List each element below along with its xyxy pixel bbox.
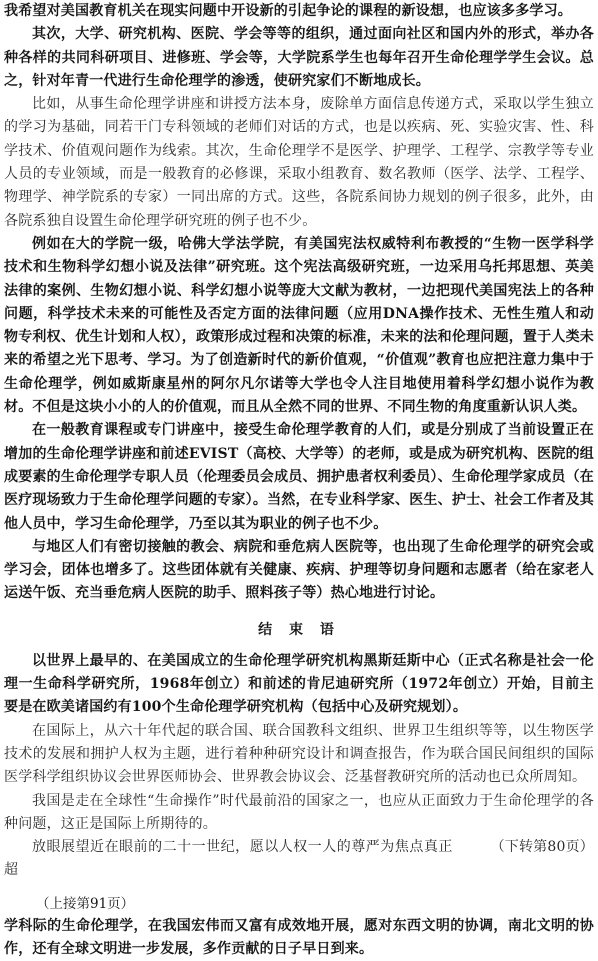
paragraph-general-education: 在一般教育课程或专门讲座中，接受生命伦理学教育的人们，或是分别成了当前设置正在增加的生命伦理学讲座和前述EVIST（高校、大学等）的老师，或是成为研究机构、医院的组成要素的生命伦理学专职人员（伦理委员会成员、拥护患者权利委员）、生命伦理学家成员（在医疗现场致力于生命伦理学问题的专家）。当然，在专业科学家、医生、护士、社会工作者及其他人员中，学习生命伦理学，乃至以其为职业的例子也不少。 bbox=[4, 422, 594, 532]
paragraph-outlook bbox=[4, 836, 594, 883]
paragraph-research-institutes: 以世界上最早的、在美国成立的生命伦理学研究机构黑斯廷斯中心（正式名称是社会一伦理一生命科学研究所，1968年创立）和前述的肯尼迪研究所（1972年创立）开始，目前主要是在欧美诸国约有100个生命伦理学研究机构（包括中心及研究规划）。 bbox=[4, 652, 594, 716]
paragraph-organizations: 其次，大学、研究机构、医院、学会等等的组织，通过面向社区和国内外的形式，举办各种各样的共同科研项目、进修班、学会等，大学院系学生也每年召开生命伦理学学生会议。总之，针对年青一代进行生命伦理学的渗透，使研究家们不断地成长。 bbox=[4, 26, 594, 89]
paragraph-continuation: 学科际的生命伦理学，在我国宏伟而又富有成效地开展，愿对东西文明的协调，南北文明的协作，还有全球文明进一步发展，多作贡献的日子早日到来。 bbox=[4, 917, 594, 957]
paragraph-our-country: 我国是走在全球性“生命操作”时代最前沿的国家之一，也应从正面致力于生命伦理学的各种问题，这正是国际上所期待的。 bbox=[4, 792, 594, 832]
paragraph-community-groups: 与地区人们有密切接触的教会、病院和垂危病人医院等，也出现了生命伦理学的研究会或学习会，团体也增多了。这些团体就有关健康、疾病、护理等切身问题和志愿者（给在家老人运送午饭、充当垂危病人医院的助手、照料孩子等）热心地进行讨论。 bbox=[4, 538, 594, 602]
continued-on-page-note: （下转第80页） bbox=[490, 839, 594, 856]
continuation-block bbox=[4, 893, 594, 961]
paragraph-intro: 我希望对美国教育机关在现实问题中开设新的引起争论的课程的新设想，也应该多多学习。 bbox=[4, 3, 572, 19]
continued-from-page-note: （上接第91页） bbox=[36, 895, 135, 912]
section-heading-conclusion: 结 束 语 bbox=[258, 621, 340, 638]
paragraph-international: 在国际上，从六十年代起的联合国、联合国教科文组织、世界卫生组织等等，以生物医学技术的发展和拥护人权为主题，进行着种种研究设计和调查报告，作为联合国民间组织的国际医学科学组织协议会世界医师协会、世界教会协议会、泛基督教研究所的活动也已众所周知。 bbox=[4, 722, 594, 786]
document-page bbox=[4, 0, 594, 957]
paragraph-harvard-example: 例如在大的学院一级，哈佛大学法学院，有美国宪法权威特利布教授的“生物一医学科学技术和生物科学幻想小说及法律”研究班。这个宪法高级研究班，一边采用乌托邦思想、英美法律的案例、生物幻想小说、科学幻想小说等庞大文献为教材，一边把现代美国宪法上的各种问题，科学技术未来的可能性及否定方面的法律问题（应用DNA操作技术、无性生殖人和动物专利权、优生计划和人权），政策形成过程和决策的标准，未来的法和伦理问题，置于人类未来的希望之光下思考、学习。为了创造新时代的新价值观，“价值观”教育也应把注意力集中于生命伦理学，例如威斯康星州的阿尔凡尔诺等大学也令人注目地使用着科学幻想小说作为教材。不但是这块小小的人的价值观，而且从全然不同的世界、不同生物的角度重新认识人类。 bbox=[4, 235, 594, 416]
paragraph-teaching-methods: 比如，从事生命伦理学讲座和讲授方法本身，废除单方面信息传递方式，采取以学生独立的学习为基础，同若干门专科领域的老师们对话的方式，也是以疾病、死、实验灾害、性、科学技术、价值观问题作为线索。其次，生命伦理学不是医学、护理学、工程学、宗教学等专业人员的专业领域，而是一般教育的必修课，采取小组教育、数名教师（医学、法学、工程学、物理学、神学院系的专家）一同出席的方式。这些，各院系间协力规划的例子很多，此外，由各院系独自设置生命伦理学研究班的例子也不少。 bbox=[4, 96, 594, 229]
paragraph-outlook-text: 放眼展望近在眼前的二十一世纪，愿以人权一人的尊严为焦点真正超 bbox=[4, 839, 453, 879]
